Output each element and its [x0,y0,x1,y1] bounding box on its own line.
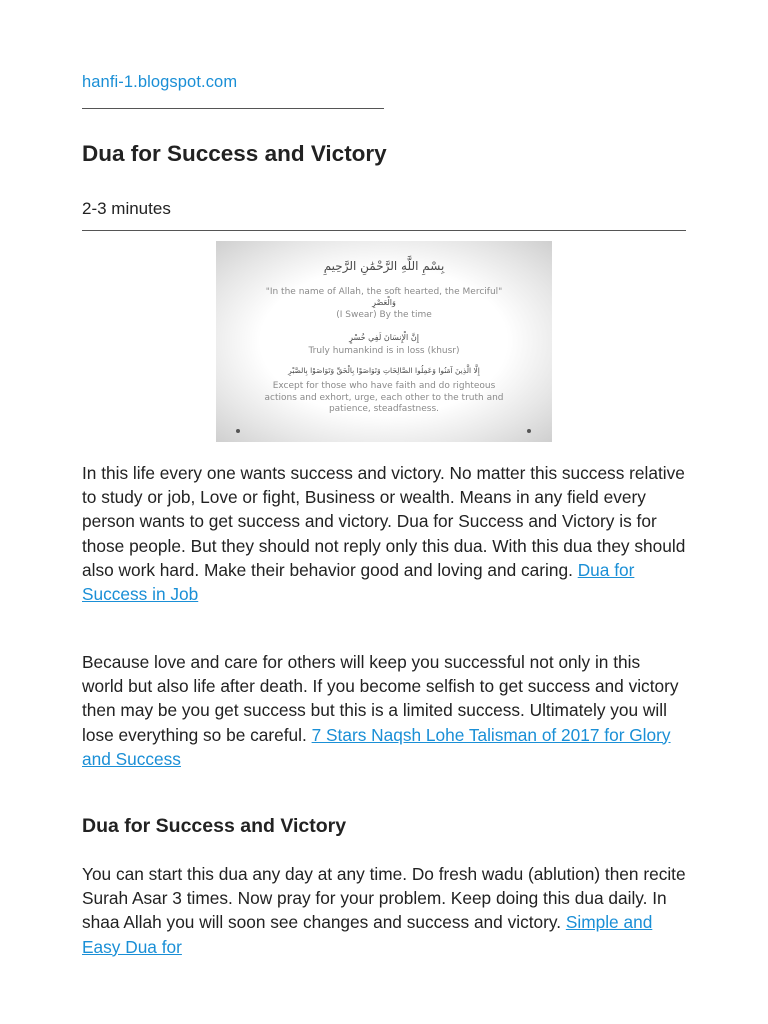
read-time: 2-3 minutes [82,199,171,218]
paragraph-3-text: You can start this dua any day at any time. Do fresh wadu (ablution) then recite Surah Asar 3 times. Now pray for your problem. Keep doing this dua daily. In shaa Allah you will soon see changes and success and victory. [82,864,686,933]
hero-arabic-4: إِلَّا الَّذِينَ آمَنُوا وَعَمِلُوا الصَّالِحَاتِ وَتَوَاصَوْا بِالْحَقِّ وَتَوَاصَوْا بِالصَّبْرِ [288,366,480,375]
header-divider [82,230,686,231]
hero-bismillah-arabic: بِسْمِ اللَّهِ الرَّحْمَٰنِ الرَّحِيمِ [323,259,445,273]
paragraph-2-text: Because love and care for others will keep you successful not only in this world but also life after death. If you become selfish to get success and victory then may be you get success but this is a limited success. Ultimately you will lose everything so be careful. [82,652,679,745]
paragraph-3 [82,862,686,959]
hero-corner-dot-right [527,429,531,433]
hero-arabic-2: وَالْعَصْرِ [372,298,396,307]
article-title: Dua for Success and Victory [82,141,387,166]
hero-line-4c: patience, steadfastness. [328,404,440,414]
site-divider [82,108,384,109]
hero-line-4b: actions and exhort, urge, each other to the truth and [264,393,504,403]
section-heading: Dua for Success and Victory [82,815,347,837]
paragraph-1 [82,461,686,606]
paragraph-1-text: In this life every one wants success and victory. No matter this success relative to study or job, Love or fight, Business or wealth. Means in any field every person wants to get success and victory. Dua for Success and Victory is for those people. But they should not reply only this dua. With this dua they should also work hard. Make their behavior good and loving and caring. [82,463,686,580]
hero-arabic-3: إِنَّ الْإِنسَانَ لَفِي خُسْرٍ [349,333,419,342]
simple-easy-dua-link[interactable]: Simple and Easy Dua for [82,912,653,957]
hero-line-3: Truly humankind is in loss (khusr) [308,346,460,356]
hero-corner-dot-left [236,429,240,433]
paragraph-2 [82,650,686,771]
dua-success-job-link[interactable]: Dua for Success in Job [82,559,635,605]
seven-stars-talisman-link[interactable]: 7 Stars Naqsh Lohe Talisman of 2017 for Glory and Success [82,724,671,769]
hero-line-4a: Except for those who have faith and do righteous [272,381,496,391]
site-link[interactable]: hanfi-1.blogspot.com [82,73,238,91]
hero-line-2: (I Swear) By the time [336,310,432,320]
hero-line-1: "In the name of Allah, the soft hearted, the Merciful" [265,287,503,297]
surah-asr-image [216,241,552,442]
